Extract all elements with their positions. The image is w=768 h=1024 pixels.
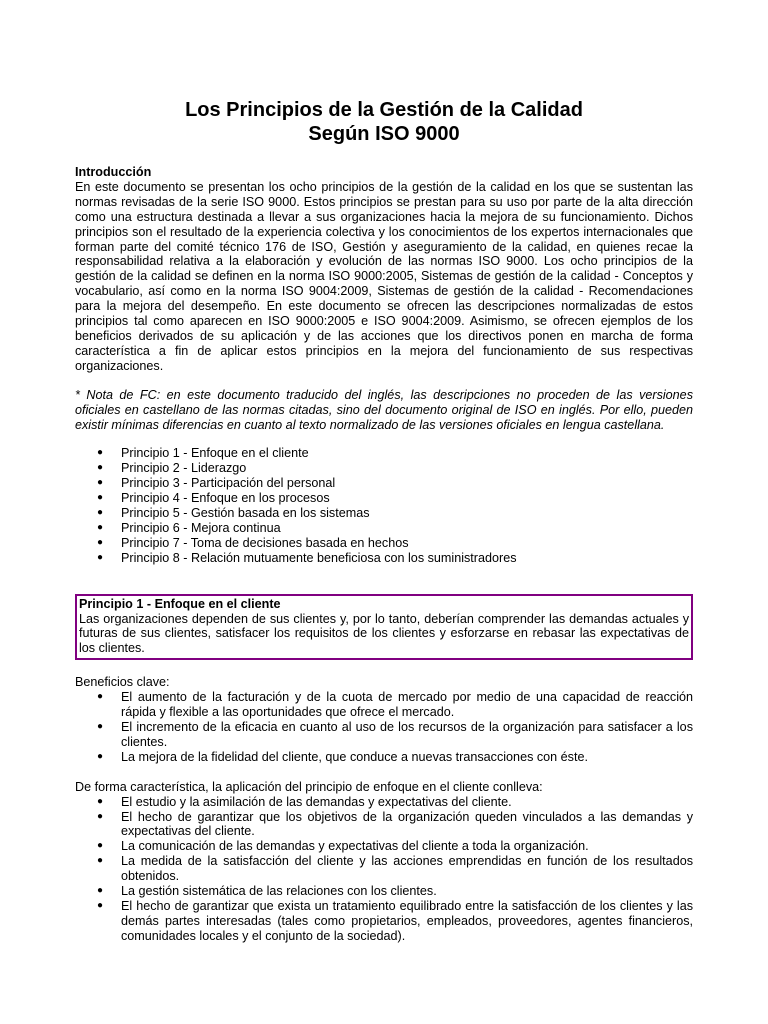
list-item: ● El aumento de la facturación y de la cuota de mercado por medio de una capacidad de reacción rápida y flexible a las oportunidades que ofrece el mercado. xyxy=(97,690,693,720)
principle-1-description: Las organizaciones dependen de sus clientes y, por lo tanto, deberían comprender las demandas actuales y futuras de sus clientes, satisfacer los requisitos de los clientes y esforzarse en rebasar las expectativas de los clientes. xyxy=(79,611,689,656)
bullet-icon: ● xyxy=(97,810,104,822)
principles-list xyxy=(75,446,693,565)
intro-heading: Introducción xyxy=(75,165,152,179)
bullet-icon: ● xyxy=(97,551,104,563)
list-item: ● Principio 8 - Relación mutuamente beneficiosa con los suministradores xyxy=(97,550,517,565)
list-item: ● Principio 4 - Enfoque en los procesos xyxy=(97,491,330,506)
principle-1-title: Principio 1 - Enfoque en el cliente xyxy=(79,596,281,611)
list-item: ● Principio 7 - Toma de decisiones basada en hechos xyxy=(97,535,409,550)
list-item: ● La mejora de la fidelidad del cliente, que conduce a nuevas transacciones con éste. xyxy=(97,749,588,764)
title-line-2: Según ISO 9000 xyxy=(308,123,460,145)
list-item: ● La comunicación de las demandas y expectativas del cliente a toda la organización. xyxy=(97,839,589,854)
page-title xyxy=(75,98,693,146)
bullet-icon: ● xyxy=(97,691,104,703)
list-item: ● Principio 2 - Liderazgo xyxy=(97,461,247,476)
bullet-icon: ● xyxy=(97,447,104,459)
benefits-label: Beneficios clave: xyxy=(75,675,170,690)
benefits-list xyxy=(75,690,693,765)
title-line-1: Los Principios de la Gestión de la Calidad xyxy=(185,99,583,121)
principle-1-box xyxy=(75,594,693,661)
list-item: ● Principio 3 - Participación del personal xyxy=(97,476,336,491)
application-label: De forma característica, la aplicación del principio de enfoque en el cliente conlleva: xyxy=(75,779,543,794)
bullet-icon: ● xyxy=(97,855,104,867)
bullet-icon: ● xyxy=(97,899,104,911)
list-item: ● El hecho de garantizar que los objetivos de la organización queden vinculados a las demandas y expectativas del cliente. xyxy=(97,809,693,839)
bullet-icon: ● xyxy=(97,840,104,852)
bullet-icon: ● xyxy=(97,750,104,762)
bullet-icon: ● xyxy=(97,521,104,533)
intro-paragraph: En este documento se presentan los ocho principios de la gestión de la calidad en los que se sustentan las normas revisadas de la serie ISO 9000. Estos principios se prestan para su uso por parte de la alta dirección como una estructura destinada a llevar a sus organizaciones hacia la mejora de su funcionamiento. Dichos principios son el resultado de la experiencia colectiva y los conocimientos de los expertos internacionales que forman parte del comité técnico 176 de ISO, Gestión y aseguramiento de la calidad, en quienes recae la responsabilidad relativa a la elaboración y evolución de las normas ISO 9000. Los ocho principios de la gestión de la calidad se definen en la norma ISO 9000:2005, Sistemas de gestión de la calidad - Conceptos y vocabulario, así como en la norma ISO 9004:2009, Sistemas de gestión de la calidad - Recomendaciones para la mejora del desempeño. En este documento se ofrecen las descripciones normalizadas de estos principios tal como aparecen en ISO 9000:2005 e ISO 9004:2009. Asimismo, se ofrecen ejemplos de los beneficios derivados de su aplicación y de las acciones que los directivos ponen en marcha de forma característica a fin de aplicar estos principios en la mejora del funcionamiento de sus respectivas organizaciones. xyxy=(75,179,693,373)
list-item: ● El incremento de la eficacia en cuanto al uso de los recursos de la organización para satisfacer a los clientes. xyxy=(97,720,693,749)
bullet-icon: ● xyxy=(97,885,104,897)
list-item: ● La medida de la satisfacción del cliente y las acciones emprendidas en función de los resultados obtenidos. xyxy=(97,854,693,884)
list-item: ● Principio 5 - Gestión basada en los sistemas xyxy=(97,506,370,521)
list-item: ● La gestión sistemática de las relaciones con los clientes. xyxy=(97,884,437,899)
bullet-icon: ● xyxy=(97,795,104,807)
list-item: ● El estudio y la asimilación de las demandas y expectativas del cliente. xyxy=(97,794,512,809)
bullet-icon: ● xyxy=(97,536,104,548)
bullet-icon: ● xyxy=(97,492,104,504)
bullet-icon: ● xyxy=(97,721,104,732)
application-list xyxy=(75,795,693,944)
bullet-icon: ● xyxy=(97,477,104,489)
bullet-icon: ● xyxy=(97,507,104,519)
list-item: ● Principio 6 - Mejora continua xyxy=(97,520,281,535)
list-item: ● El hecho de garantizar que exista un tratamiento equilibrado entre la satisfacción de los clientes y las demás partes interesadas (tales como propietarios, empleados, proveedores, agentes financieros, comunidades locales y el conjunto de la sociedad). xyxy=(97,898,693,943)
list-item: ● Principio 1 - Enfoque en el cliente xyxy=(97,446,309,461)
bullet-icon: ● xyxy=(97,462,104,474)
translator-note: * Nota de FC: en este documento traducido del inglés, las descripciones no proceden de las versiones oficiales en castellano de las normas citadas, sino del documento original de ISO en inglés. Por ello, pueden existir mínimas diferencias en cuanto al texto normalizado de las versiones oficiales en lengua castellana. xyxy=(75,387,693,432)
